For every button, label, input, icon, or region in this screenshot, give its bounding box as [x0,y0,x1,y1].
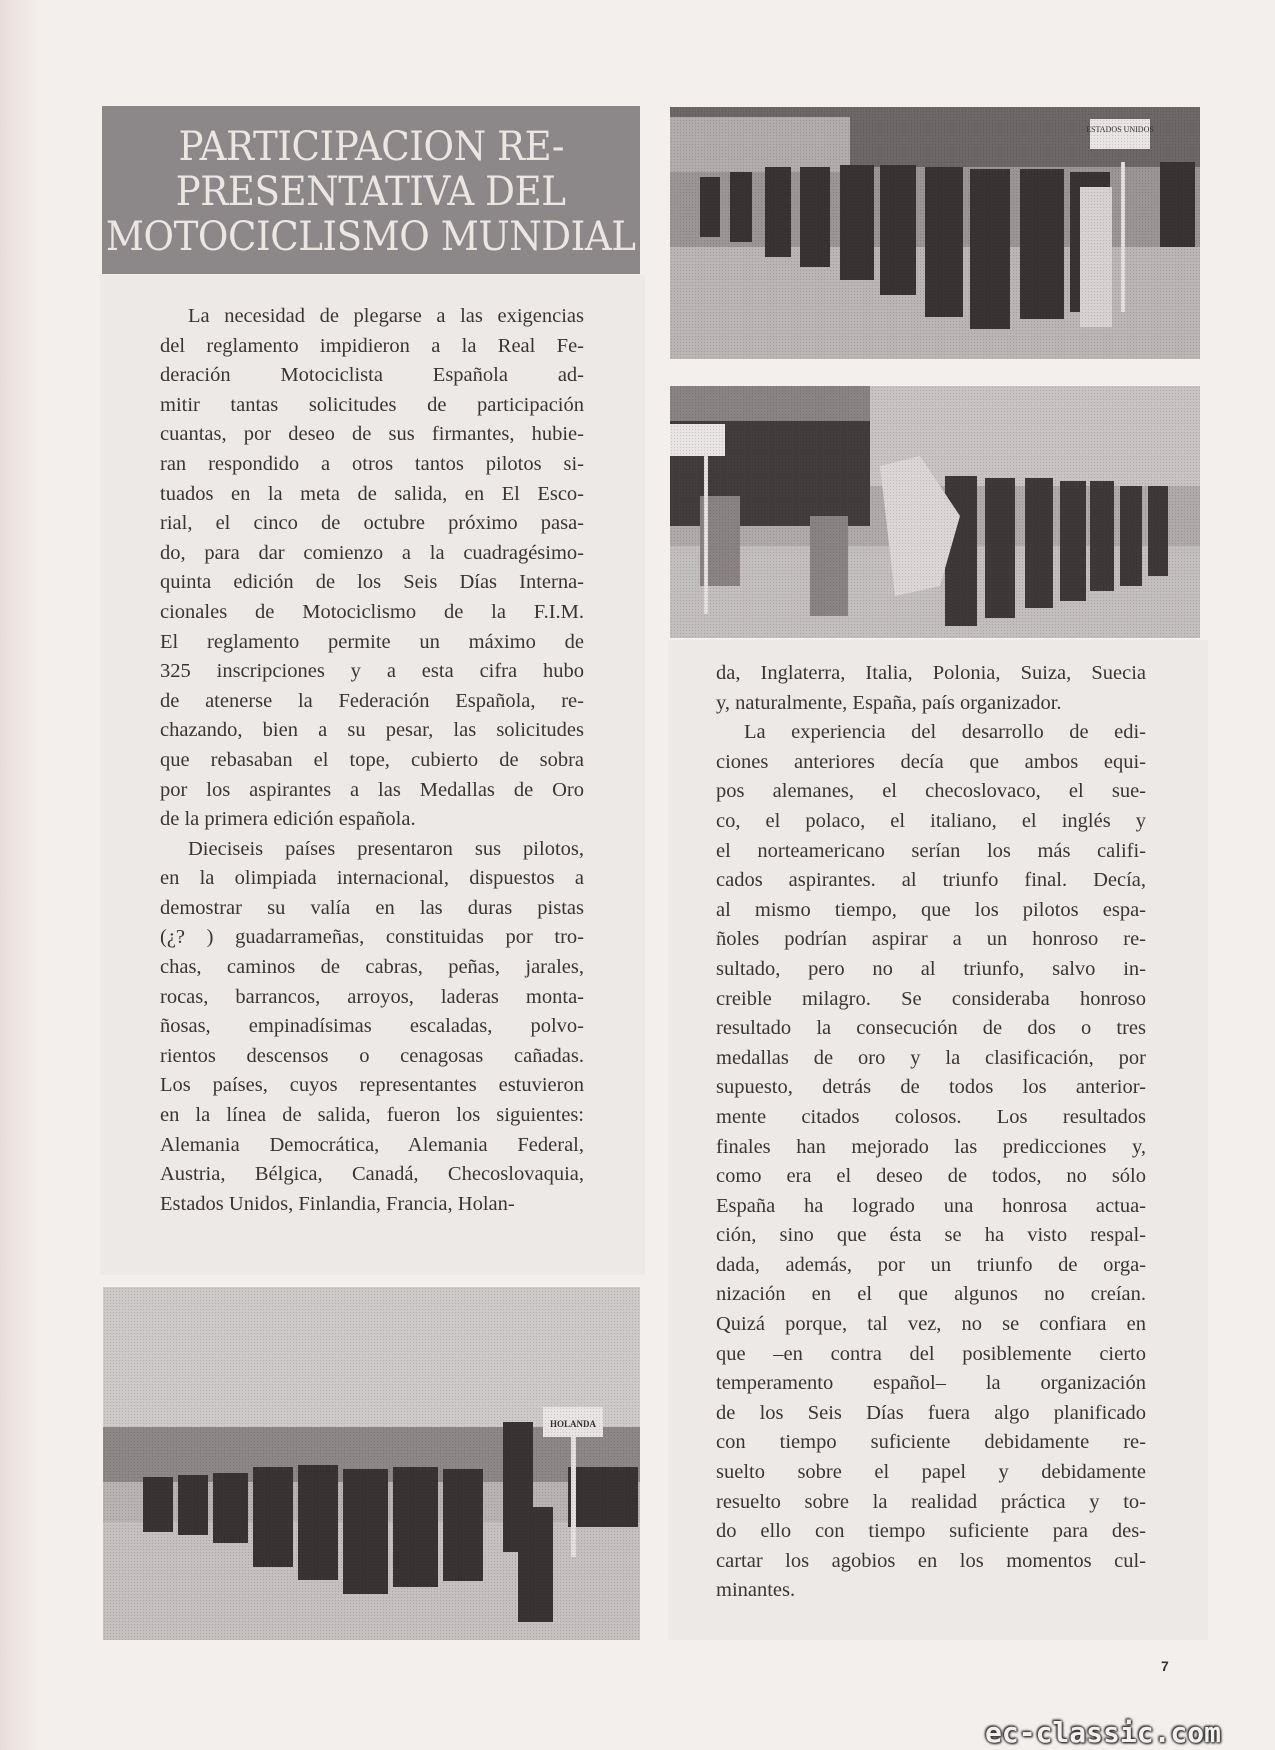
text-line: (¿? ) guadarrameñas, constituidas por tro- [160,926,584,949]
text-line: con tiempo suficiente debidamente re- [716,1431,1146,1454]
text-line: ran respondido a otros tantos pilotos si- [160,452,584,475]
text-line: de los Seis Días fuera algo planificado [716,1401,1146,1424]
text-line: medallas de oro y la clasificación, por [716,1046,1146,1069]
paragraph [160,302,584,835]
article-body-left-column [160,302,584,1219]
text-line: do, para dar comienzo a la cuadragésimo- [160,541,584,564]
page-number: 7 [1161,1658,1169,1674]
text-line: dada, además, por un triunfo de orga- [716,1253,1146,1276]
photo-holland-team [103,1287,640,1640]
text-line: do ello con tiempo suficiente para des- [716,1520,1146,1543]
text-line: cionales de Motociclismo de la F.I.M. [160,600,584,623]
watermark: ec-classic.com [985,1716,1222,1749]
text-line: Quizá porque, tal vez, no se confiara en [716,1313,1146,1336]
text-line: pos alemanes, el checoslovaco, el sue- [716,780,1146,803]
text-line: chas, caminos de cabras, peñas, jarales, [160,956,584,979]
text-line: rientos descensos o cenagosas cañadas. [160,1044,584,1067]
text-line: en la línea de salida, fueron los siguientes: [160,1104,584,1127]
photo-parade-flag [670,386,1200,638]
text-line: chazando, bien a su pesar, las solicitudes [160,719,584,742]
text-line: sultado, pero no al triunfo, salvo in- [716,957,1146,980]
text-line: demostrar su valía en las duras pistas [160,896,584,919]
text-line: por los aspirantes a las Medallas de Oro [160,778,584,801]
text-line: 325 inscripciones y a esta cifra hubo [160,660,584,683]
text-line: ciones anteriores decía que ambos equi- [716,750,1146,773]
paragraph [716,659,1146,718]
text-line: cados aspirantes. al triunfo final. Decía, [716,869,1146,892]
text-line: Dieciseis países presentaron sus pilotos, [188,837,584,860]
text-line: resultado la consecución de dos o tres [716,1017,1146,1040]
text-line: cuantas, por deseo de sus firmantes, hubie- [160,423,584,446]
photo-usa-team [670,107,1200,359]
text-line: España ha logrado una honrosa actua- [716,1194,1146,1217]
text-line: al mismo tiempo, que los pilotos espa- [716,898,1146,921]
text-line: supuesto, detrás de todos los anterior- [716,1076,1146,1099]
text-line: suelto sobre el papel y debidamente [716,1461,1146,1484]
text-line: deración Motociclista Española ad- [160,364,584,387]
text-line: mitir tantas solicitudes de participación [160,393,584,416]
text-line: co, el polaco, el italiano, el inglés y [716,809,1146,832]
text-line: creible milagro. Se consideraba honroso [716,987,1146,1010]
title-line: MOTOCICLISMO MUNDIAL [106,213,636,260]
text-line: ción, sino que ésta se ha visto respal- [716,1224,1146,1247]
text-line: quinta edición de los Seis Días Interna- [160,571,584,594]
text-line: de la primera edición española. [160,808,416,831]
text-line: El reglamento permite un máximo de [160,630,584,653]
paragraph [716,718,1146,1606]
article-title-box [102,106,640,274]
text-line: del reglamento impidieron a la Real Fe- [160,334,584,357]
text-line: resuelto sobre la realidad práctica y to- [716,1490,1146,1513]
text-line: temperamento español– la organización [716,1372,1146,1395]
text-line: tuados en la meta de salida, en El Esco- [160,482,584,505]
title-line: PARTICIPACION RE- [178,123,564,170]
text-line: nización en el que algunos no creían. [716,1283,1146,1306]
text-line: Alemania Democrática, Alemania Federal, [160,1133,584,1156]
paragraph [160,835,584,1220]
text-line: La experiencia del desarrollo de edi- [744,721,1146,744]
text-line: y, naturalmente, España, país organizador. [716,691,1062,714]
page-binding-edge [0,0,40,1750]
text-line: ñoles podrían aspirar a un honroso re- [716,928,1146,951]
text-line: el norteamericano serían los más califi- [716,839,1146,862]
text-line: como era el deseo de todos, no sólo [716,1165,1146,1188]
text-line: que rebasaban el tope, cubierto de sobra [160,748,584,771]
text-line: La necesidad de plegarse a las exigencias [188,305,584,327]
text-line: rocas, barrancos, arroyos, laderas monta- [160,985,584,1008]
text-line: cartar los agobios en los momentos cul- [716,1549,1146,1572]
text-line: Austria, Bélgica, Canadá, Checoslovaquia, [160,1163,584,1186]
text-line: mente citados colosos. Los resultados [716,1105,1146,1128]
article-body-right-column [716,659,1146,1606]
title-line: PRESENTATIVA DEL [176,168,566,215]
text-line: que –en contra del posiblemente cierto [716,1342,1146,1365]
text-line: ñosas, empinadísimas escaladas, polvo- [160,1015,584,1038]
text-line: Los países, cuyos representantes estuvieron [160,1074,584,1097]
text-line: minantes. [716,1579,796,1602]
text-line: de atenerse la Federación Española, re- [160,689,584,712]
text-line: finales han mejorado las predicciones y, [716,1135,1146,1158]
text-line: Estados Unidos, Finlandia, Francia, Holan- [160,1192,515,1215]
text-line: rial, el cinco de octubre próximo pasa- [160,512,584,535]
text-line: da, Inglaterra, Italia, Polonia, Suiza, Suecia [716,662,1146,684]
text-line: en la olimpiada internacional, dispuestos a [160,867,584,890]
